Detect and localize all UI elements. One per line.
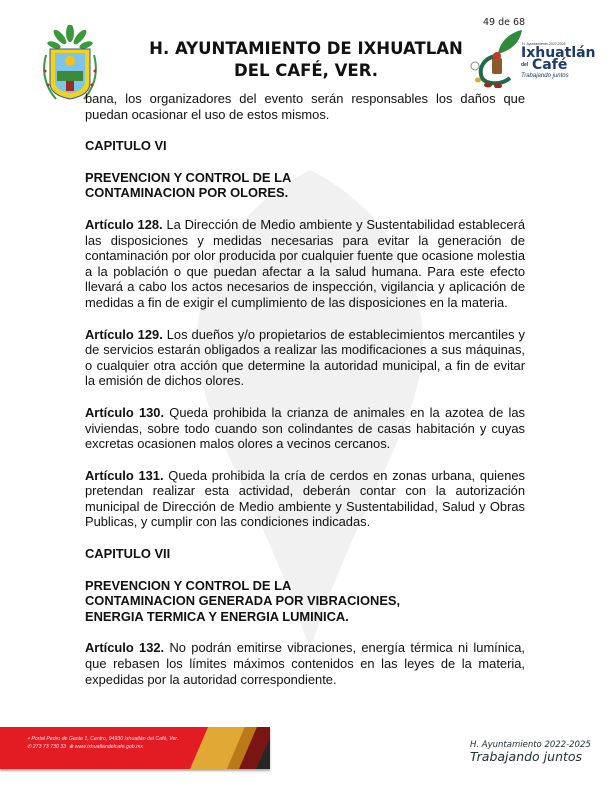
chapter-title-line: PREVENCION Y CONTROL DE LA [85, 577, 292, 593]
article-label: Artículo 132. [85, 640, 165, 656]
chapter-title-line: CONTAMINACION POR OLORES. [85, 185, 289, 201]
article-text: Los dueños y/o propietarios de establecimientos mercantiles y de servicios estarán obligados a realizar las modificaciones a sus máquinas, o cualquier otra acción que determine la autoridad municipal, a fin de evitar la emisión de dichos olores. [85, 326, 525, 389]
globe-icon: ⊕ [68, 743, 75, 750]
phone-icon: ✆ [27, 743, 33, 750]
logo-tagline: Trabajando juntos [521, 73, 569, 79]
article-paragraph [85, 405, 525, 452]
article-paragraph [85, 217, 525, 311]
footer-slogan [470, 740, 591, 764]
article-text: La Dirección de Medio ambiente y Sustentabilidad establecerá las disposiciones y medidas necesarias para evitar la generación de contaminación por olor producida por cualquier fuente que ocasione molestia a la población o que puedan afectar a la salud humana. Para este efecto llevará a cabo los actos necesarios de inspección, vigilancia y aplicación de medidas a fin de exigir el cumplimiento de las disposiciones en la materia. [85, 216, 526, 310]
location-pin-icon: ⌖ [27, 736, 32, 742]
article-paragraph [85, 468, 525, 530]
chapter-title-line: PREVENCION Y CONTROL DE LA [85, 169, 292, 185]
footer-address-row [27, 736, 178, 744]
footer-right-line2: Trabajando juntos [470, 749, 583, 764]
page-indicator: 49 de 68 [483, 17, 526, 28]
article-text: Queda prohibida la cría de cerdos en zonas urbana, quienes pretendan realizar esta actividad, deberán contar con la autorización municipal de Dirección de Medio ambiente y Sustentabilidad, Salud y Obras Publicas, y cumplir con las condiciones indicadas. [85, 467, 525, 530]
logo-small-text: H. Ayuntamiento 2022-2025 [522, 42, 566, 46]
continuation-paragraph: bana, los organizadores del evento serán responsables los daños que puedan ocasionar el uso de estos mismos. [85, 91, 525, 122]
footer-website[interactable]: www.ixhuatlandelcafe.gob.mx [74, 743, 144, 750]
footer-contact-row [27, 744, 178, 752]
logo-name-line1: Ixhuatlán [521, 45, 596, 61]
article-label: Artículo 129. [85, 326, 163, 342]
header-title-line2: DEL CAFÉ, VER. [234, 61, 378, 80]
article-text: No podrán emitirse vibraciones, energía térmica ni lumínica, que rebasen los límites máximos contenidos en las leyes de la materia, expedidas por la autoridad correspondiente. [85, 640, 525, 687]
chapter-title-line: ENERGIA TERMICA Y ENERGIA LUMINICA. [85, 608, 349, 624]
article-text: Queda prohibida la crianza de animales en la azotea de las viviendas, sobre todo cuando son colindantes de casas habitación y cuyas excretas ocasionen malos olores a vecinos cercanos. [85, 404, 525, 452]
footer-contact [27, 736, 178, 751]
chapter-heading: CAPITULO VI [85, 138, 167, 154]
article-label: Artículo 130. [85, 404, 165, 420]
header-title-line1: H. AYUNTAMIENTO DE IXHUATLAN [149, 39, 463, 58]
footer-address: Portal Pedro de Gante 1, Centro, 94930 Ixhuatlán del Café, Ver. [31, 736, 179, 742]
coffee-plant-icon [466, 28, 529, 88]
logo-name-line2: Café [532, 57, 568, 73]
article-label: Artículo 128. [85, 216, 163, 232]
logo-name-prefix: del [521, 62, 529, 68]
document-body [85, 91, 525, 687]
article-paragraph [85, 327, 525, 389]
footer-phone: 273 73 730 33 [32, 743, 66, 750]
article-label: Artículo 131. [85, 467, 164, 483]
chapter-heading: CAPITULO VII [85, 546, 171, 562]
chapter-title-line: CONTAMINACION GENERADA POR VIBRACIONES, [85, 593, 401, 609]
article-paragraph [85, 640, 525, 687]
footer-right-line1: H. Ayuntamiento 2022-2025 [470, 740, 591, 750]
page-header-title [120, 38, 492, 82]
ixhuatlan-cafe-logo [466, 28, 596, 88]
